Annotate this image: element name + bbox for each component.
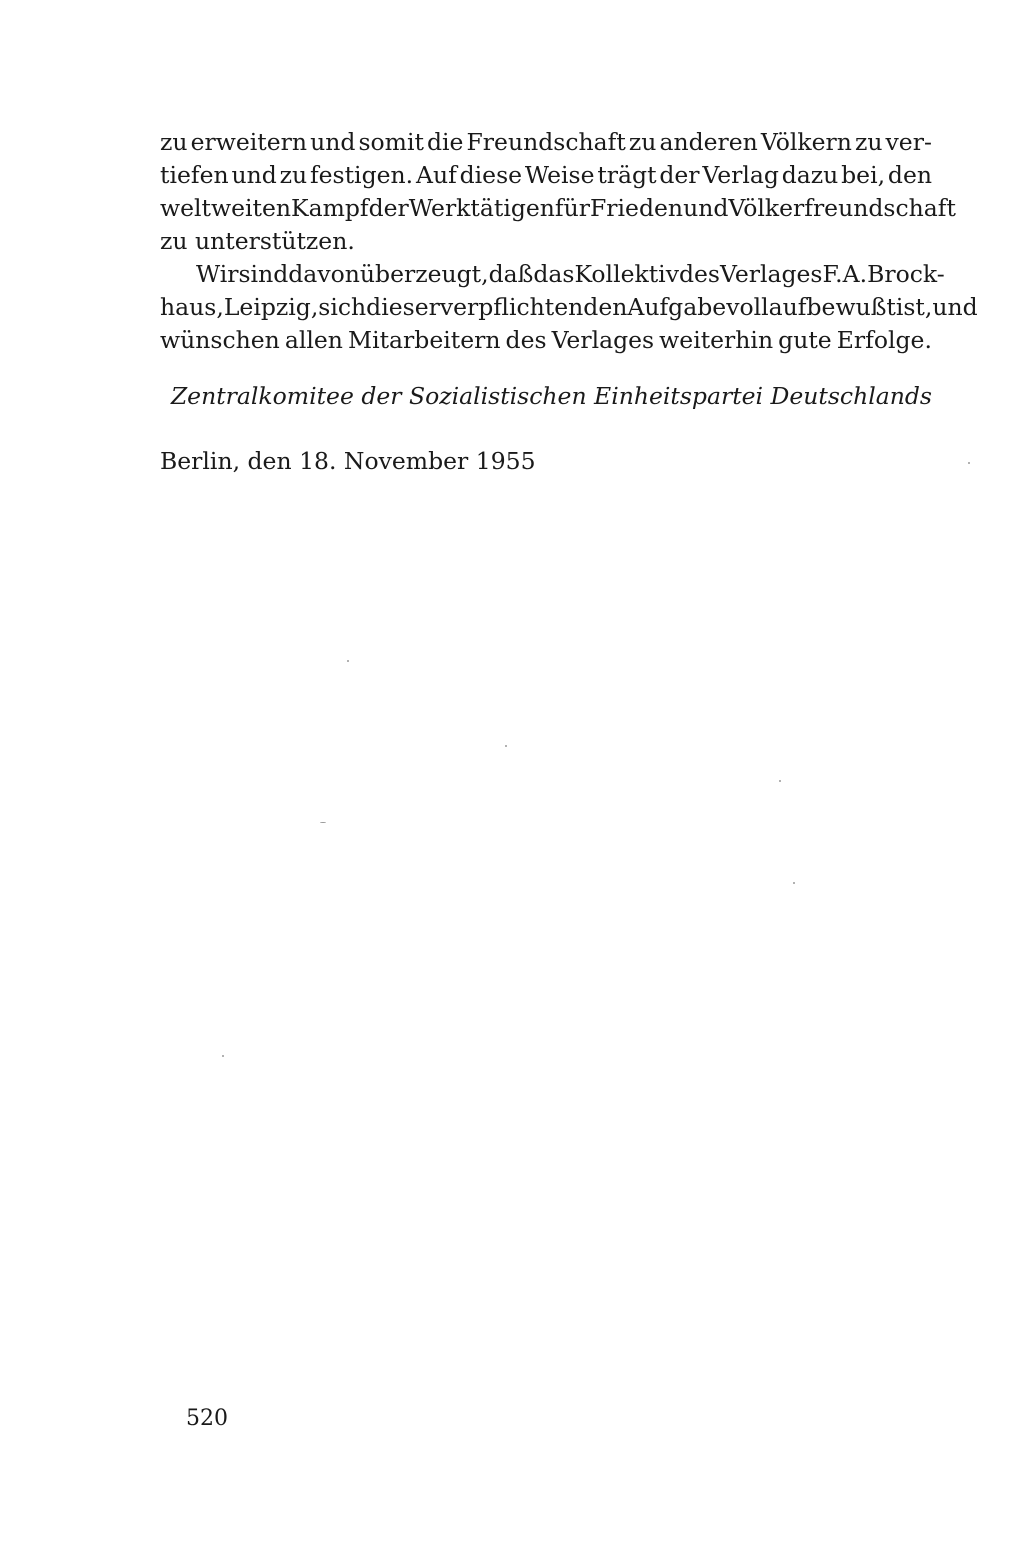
word: dazu: [781, 161, 839, 189]
word: sind: [238, 260, 289, 288]
word: den: [887, 161, 932, 189]
word: Auf: [415, 161, 457, 189]
word: Weise: [524, 161, 595, 189]
word: für: [554, 194, 590, 222]
word: und: [932, 293, 978, 321]
word: Verlages: [551, 326, 655, 354]
word: festigen.: [309, 161, 414, 189]
word: und: [683, 194, 729, 222]
word: Kampf: [291, 194, 369, 222]
word: diese: [459, 161, 523, 189]
word: zu: [160, 128, 188, 156]
paragraph-1: [160, 126, 956, 258]
word: der: [368, 194, 409, 222]
word: weltweiten: [160, 194, 292, 222]
word: bei,: [841, 161, 886, 189]
word: sich: [318, 293, 367, 321]
paragraph-2: [160, 258, 978, 357]
word: überzeugt,: [359, 260, 489, 288]
word: Frieden: [590, 194, 684, 222]
word: ist,: [895, 293, 933, 321]
body-text: [160, 126, 978, 357]
dateline: Berlin, den 18. November 1955: [160, 447, 536, 475]
word: und: [231, 161, 277, 189]
word: zu unterstützen.: [160, 227, 355, 255]
word: Kollektiv: [574, 260, 679, 288]
word: Völkern: [760, 128, 852, 156]
word: und: [310, 128, 356, 156]
word: davon: [288, 260, 360, 288]
word: zu: [279, 161, 308, 189]
text-line: [160, 258, 945, 291]
word: zu: [628, 128, 657, 156]
word: weiterhin: [659, 326, 774, 354]
word: Wir: [196, 260, 239, 288]
word: der: [659, 161, 700, 189]
text-line: [160, 126, 932, 159]
word: vollauf: [726, 293, 807, 321]
word: tiefen: [160, 161, 229, 189]
word: Brock-: [867, 260, 945, 288]
text-line: [160, 192, 956, 225]
word: die: [426, 128, 464, 156]
word: ver-: [885, 128, 932, 156]
word: gute: [778, 326, 832, 354]
word: allen: [284, 326, 343, 354]
scan-speck: [779, 780, 781, 782]
word: Völkerfreundschaft: [728, 194, 956, 222]
text-line: [160, 324, 932, 357]
word: Aufgabe: [627, 293, 727, 321]
word: anderen: [659, 128, 758, 156]
scan-speck: [320, 822, 326, 823]
scan-speck: [347, 660, 349, 662]
text-line: [160, 291, 978, 324]
signature: Zentralkomitee der Sozialistischen Einheitspartei Deutschlands: [170, 382, 932, 410]
word: Leipzig,: [223, 293, 319, 321]
word: zu: [854, 128, 883, 156]
word: haus,: [160, 293, 224, 321]
word: des: [505, 326, 547, 354]
word: des: [678, 260, 720, 288]
word: somit: [358, 128, 424, 156]
scan-speck: [222, 1055, 224, 1057]
word: bewußt: [806, 293, 896, 321]
word: A.: [842, 260, 868, 288]
word: erweitern: [190, 128, 307, 156]
word: F.: [822, 260, 843, 288]
word: dieser: [366, 293, 440, 321]
word: Verlages: [720, 260, 823, 288]
scan-speck: [968, 462, 970, 464]
page-number: 520: [186, 1406, 228, 1431]
word: das: [533, 260, 575, 288]
scan-speck: [505, 745, 507, 747]
word: Mitarbeitern: [348, 326, 501, 354]
word: wünschen: [160, 326, 280, 354]
scan-speck: [793, 882, 795, 884]
word: daß: [488, 260, 534, 288]
word: Freundschaft: [466, 128, 626, 156]
word: Werktätigen: [408, 194, 555, 222]
word: trägt: [597, 161, 657, 189]
text-line: [160, 159, 932, 192]
word: verpflichtenden: [439, 293, 628, 321]
word: Erfolge.: [836, 326, 932, 354]
text-line: [160, 225, 932, 258]
word: Verlag: [702, 161, 779, 189]
